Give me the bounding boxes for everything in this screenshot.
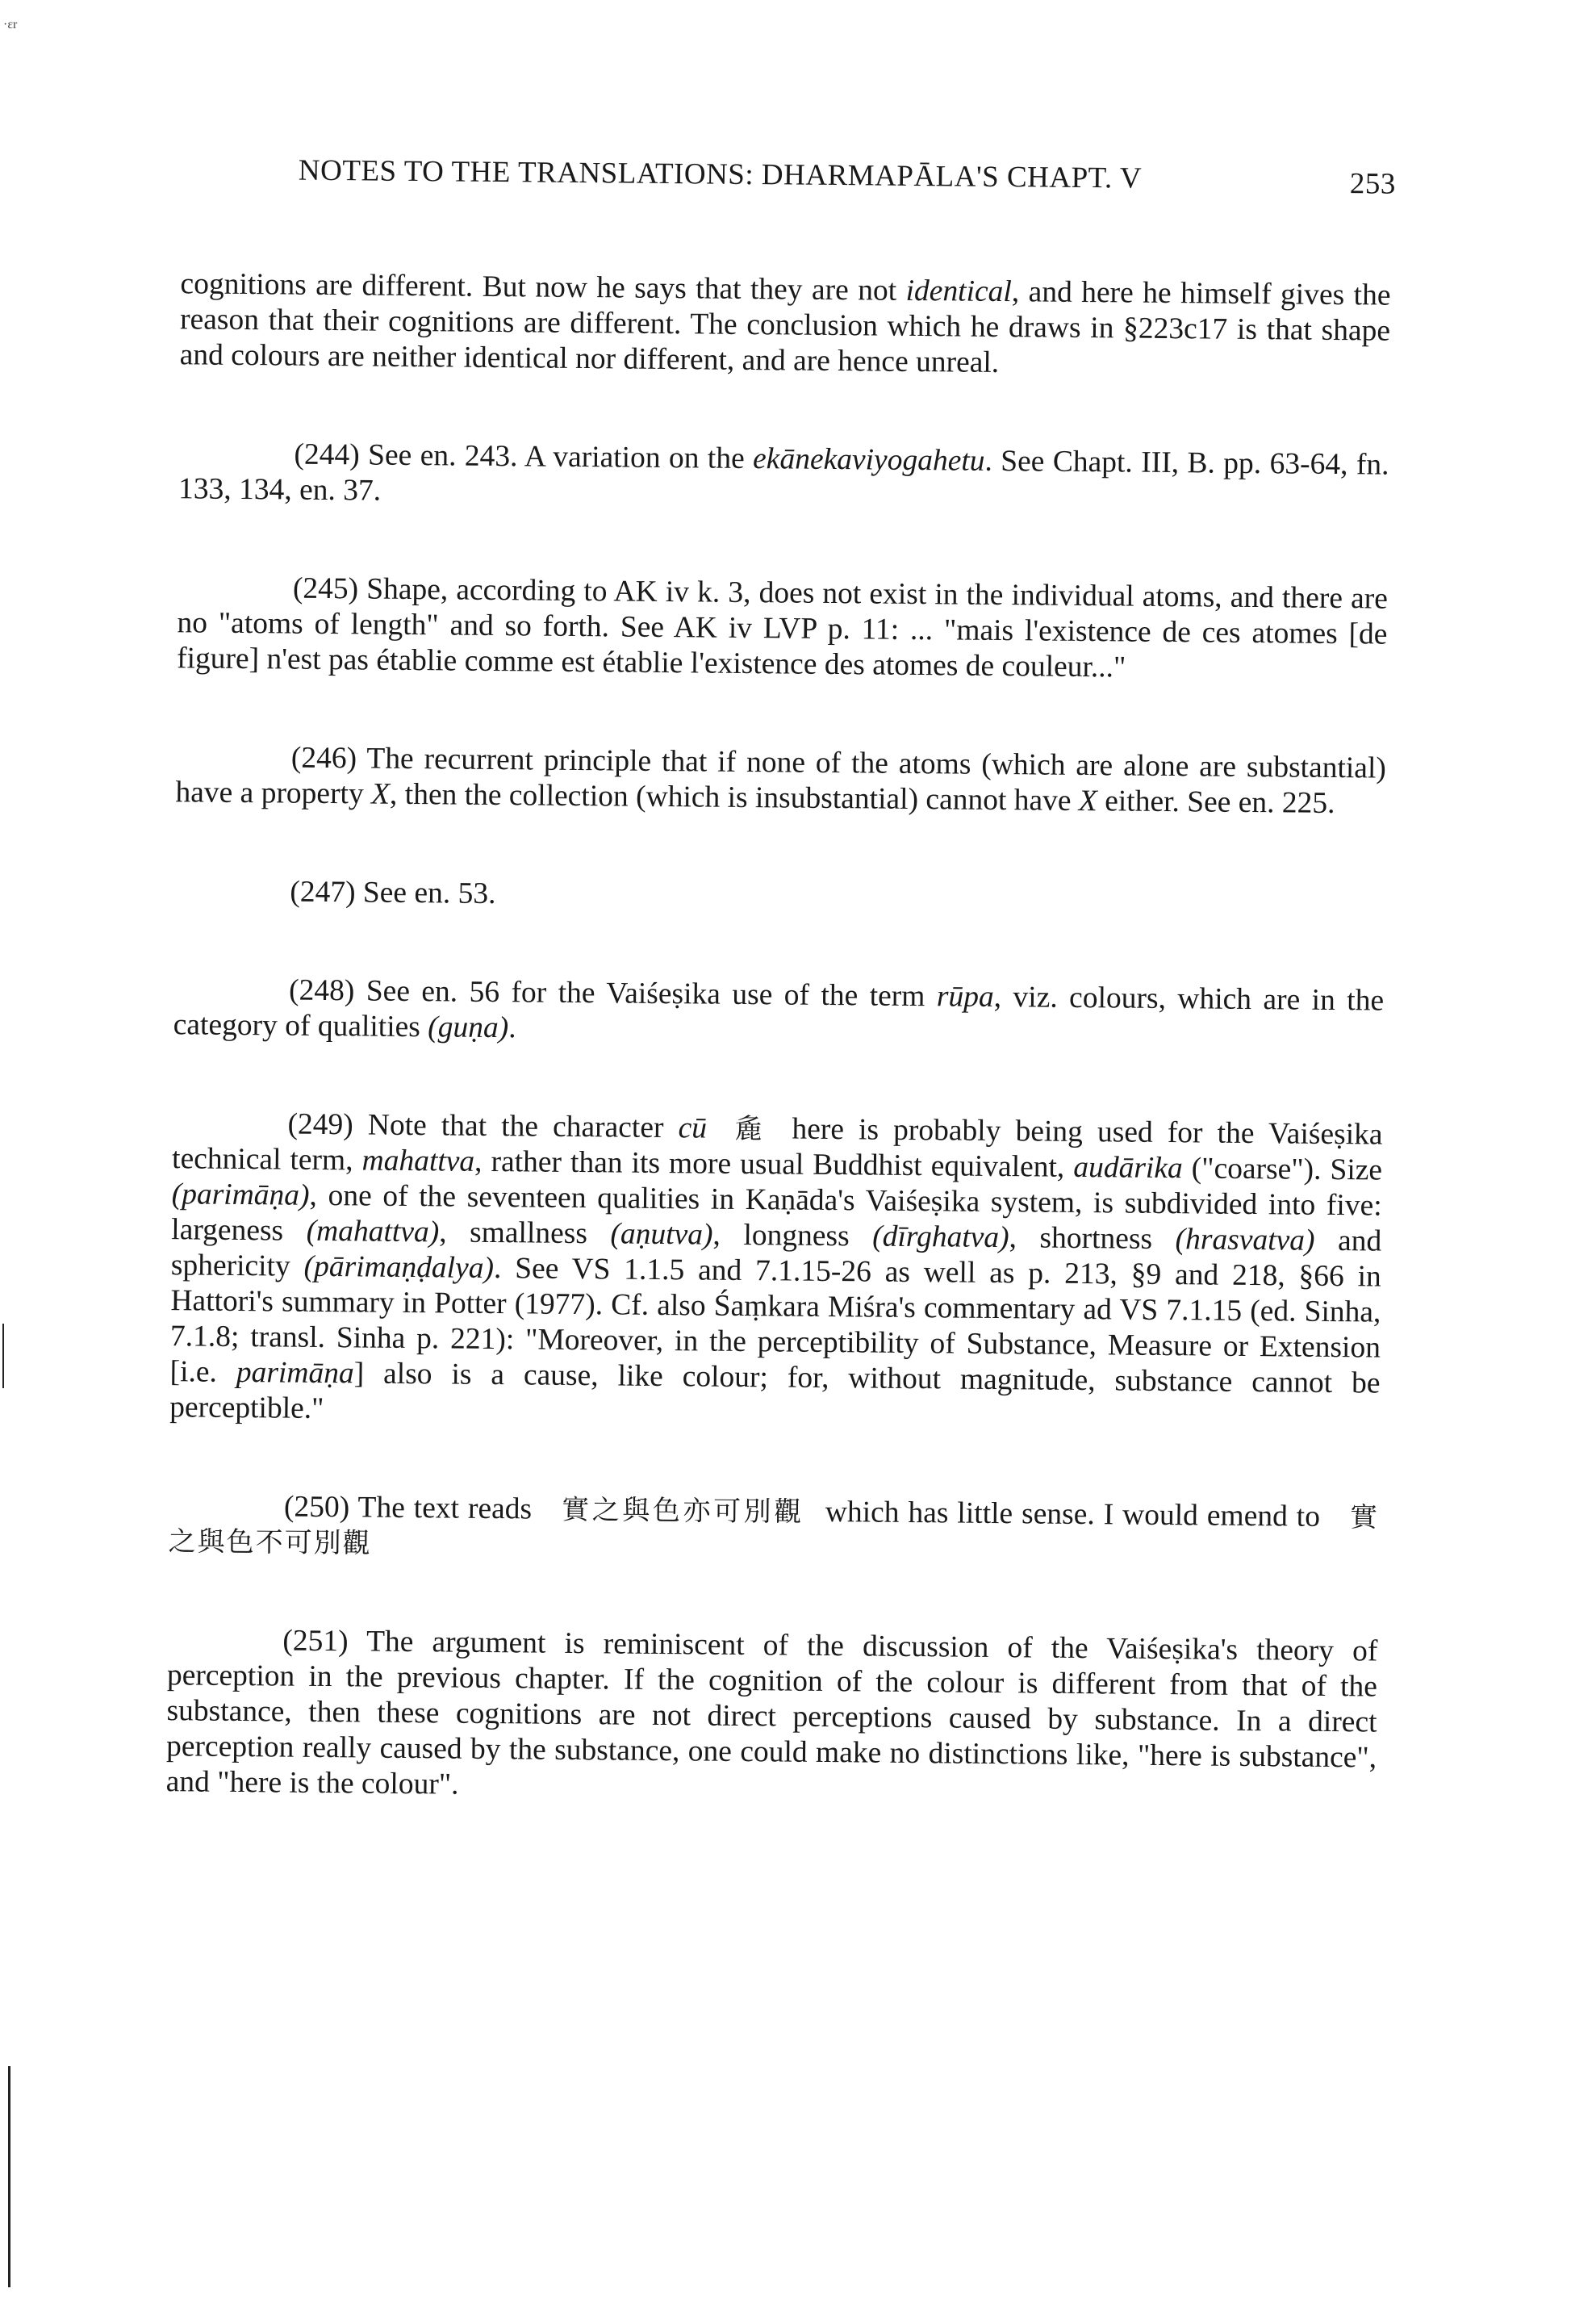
running-head	[299, 153, 1396, 199]
endnote-247	[174, 873, 1385, 920]
endnote-250	[168, 1488, 1379, 1571]
italic-term: (parimāṇa)	[171, 1178, 310, 1212]
text-run: .	[508, 1011, 516, 1045]
endnote-245	[177, 570, 1388, 688]
text-run: , and here he himself gives the reason that their cognitions are different. The conclusion which he draws in §223c17 is that shape and colours are neither identical nor different, and are hence unreal.	[179, 275, 1391, 379]
italic-term: (aṇutva)	[610, 1217, 713, 1252]
text-run: here is probably being used for the Vaiśeṣika technical term,	[171, 1112, 1383, 1178]
text-run: (251) The argument is reminiscent of the discussion of the Vaiśeṣika's theory of perception in the previous chapter. If the cognition of the colour is different from that of the substance, then these cognitions are not direct perceptions caused by substance. In a direct perception really caused by the substance, one could make no distinctions like, "here is substance", and "here is the colour".	[165, 1624, 1378, 1801]
text-run: ] also is a cause, like colour; for, without magnitude, substance cannot be perceptible."	[169, 1357, 1381, 1426]
running-title: NOTES TO THE TRANSLATIONS: DHARMAPĀLA'S CHAPT. V	[298, 153, 1143, 195]
chinese-characters: 實之與色不可別觀	[168, 1501, 1380, 1560]
italic-term: (mahattva)	[306, 1214, 440, 1249]
text-run: (250) The text reads	[283, 1490, 541, 1526]
italic-term: identical	[905, 274, 1013, 309]
text-run: , rather than its more usual Buddhist equivalent,	[474, 1144, 1074, 1184]
italic-term: cū	[678, 1111, 708, 1145]
text-run: (249) Note that the character	[287, 1107, 679, 1145]
endnote-244	[178, 436, 1389, 518]
text-run: which has little sense. I would emend to	[825, 1495, 1330, 1533]
italic-term: rūpa	[936, 980, 994, 1014]
text-run: and sphericity	[170, 1224, 1382, 1283]
italic-term: (pārimaṇḍalya)	[303, 1249, 495, 1286]
italic-term: ekānekaviyogahetu	[752, 442, 985, 478]
text-run: , shortness	[1009, 1221, 1176, 1257]
text-run: (248) See en. 56 for the Vaiśeṣika use of the term	[288, 973, 938, 1014]
text-run: ("coarse"). Size	[1182, 1152, 1383, 1187]
italic-term: (guṇa)	[428, 1010, 509, 1045]
text-run: , longness	[712, 1218, 873, 1253]
italic-term: X	[1078, 784, 1098, 818]
text-run: , one of the seventeen qualities in Kaṇāda's Vaiśeṣika system, is subdivided into five: largeness	[171, 1178, 1382, 1248]
notes-body	[165, 266, 1391, 1874]
chinese-characters: 麁	[727, 1112, 771, 1146]
endnote-246	[175, 739, 1386, 822]
text-run: (245) Shape, according to AK iv k. 3, does not exist in the individual atoms, and there are no "atoms of length" and so forth. See AK iv LVP p. 11: ... "mais l'existence de ces atomes [de figure] n'est pas établie comme est établie l'existence des atomes de couleur..."	[176, 571, 1389, 684]
text-run: . See Chapt. III, B. pp. 63-64, fn. 133, 134, en. 37.	[178, 444, 1389, 508]
italic-term: X	[370, 777, 391, 811]
chinese-characters: 實之與色亦可別觀	[561, 1493, 805, 1529]
italic-term: (dīrghatva)	[872, 1220, 1009, 1255]
text-run: . See VS 1.1.5 and 7.1.15-26 as well as p. 213, §9 and 218, §66 in Hattori's summary in Potter (1977). Cf. also Śaṃkara Miśra's commentary ad VS 7.1.15 (ed. Sinha, 7.1.8; transl. Sinha p. 221): "Moreover, in the perceptibility of Substance, Measure or Extension [i.e.	[169, 1252, 1381, 1389]
text-run: cognitions are different. But now he says that they are not	[180, 267, 906, 307]
italic-term: parimāṇa	[236, 1355, 354, 1391]
corner-scan-mark: ·εr	[3, 18, 18, 31]
text-run: , then the collection (which is insubstantial) cannot have	[389, 777, 1080, 818]
left-margin-scan-tick	[2, 1324, 4, 1388]
text-run: , smallness	[439, 1215, 611, 1251]
text-run: (246) The recurrent principle that if none of the atoms (which are alone are substantial) have a property	[175, 741, 1387, 811]
italic-term: mahattva	[361, 1144, 475, 1178]
text-run: (247) See en. 53.	[290, 875, 496, 911]
endnote-251	[166, 1622, 1378, 1811]
text-run: (244) See en. 243. A variation on the	[294, 437, 754, 476]
page-number: 253	[1349, 167, 1396, 201]
endnote-249	[169, 1106, 1383, 1437]
italic-term: (hrasvatva)	[1175, 1223, 1315, 1257]
text-run: , viz. colours, which are in the category of qualities	[173, 980, 1385, 1044]
text-run: either. See en. 225.	[1097, 784, 1335, 820]
paragraph-continuation	[179, 266, 1390, 384]
italic-term: audārika	[1073, 1150, 1183, 1186]
left-margin-scan-line	[8, 2066, 10, 2287]
endnote-248	[173, 972, 1385, 1054]
